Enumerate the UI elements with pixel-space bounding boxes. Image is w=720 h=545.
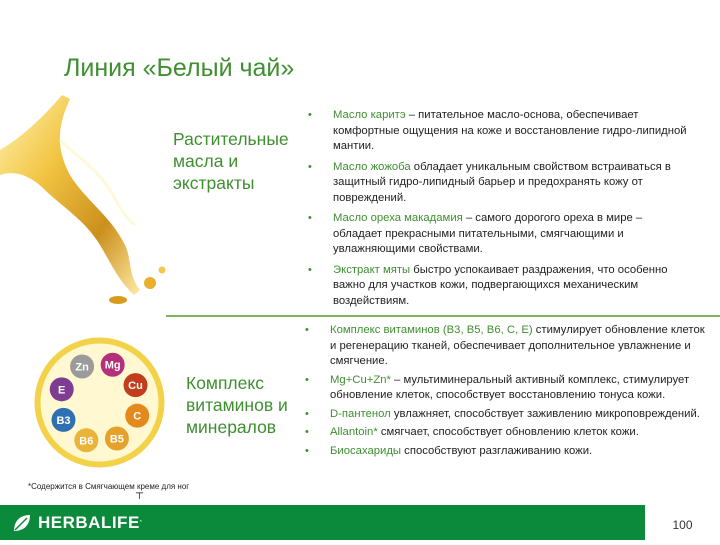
cursor-mark-icon: ┬: [136, 488, 144, 499]
svg-text:B5: B5: [109, 433, 124, 446]
list-item: • Allantoin* смягчает, способствует обновлению клеток кожи.: [305, 426, 639, 438]
section-divider: [166, 315, 720, 317]
brand-logo: HERBALIFE.: [12, 510, 143, 536]
svg-text:B6: B6: [79, 435, 94, 448]
footnote: *Содержится в Смягчающем креме для ног: [28, 482, 190, 491]
svg-text:B3: B3: [56, 414, 71, 427]
section-label-oils: Растительные масла и экстракты: [173, 129, 289, 193]
brand-name: HERBALIFE: [38, 513, 140, 532]
svg-text:E: E: [58, 384, 66, 397]
svg-text:C: C: [133, 410, 142, 423]
vitamin-mineral-ring-image: [32, 335, 167, 470]
svg-text:Mg: Mg: [104, 359, 121, 372]
mineral-badge-b5: [105, 427, 129, 451]
mineral-badge-e: [50, 377, 74, 401]
list-item: • Mg+Cu+Zn* – мультиминеральный активный комплекс, стимулирует обновление клеток, способствует восстановлению тонуса кожи.: [305, 373, 690, 401]
page-title: Линия «Белый чай»: [64, 54, 295, 82]
list-item: • Масло ореха макадамия – самого дорогого ореха в мире – обладает прекрасными питательными, смягчающими и увлажняющими свойствами.: [308, 212, 643, 255]
mineral-badge-cu: [124, 373, 148, 397]
list-item: • Масло каритэ – питательное масло-основа, обеспечивает комфортные ощущения на коже и восстановление гидро-липидной мантии.: [308, 109, 687, 152]
oils-bullet-list: [308, 108, 693, 314]
vitamins-bullet-list: [305, 323, 712, 462]
leaf-logo-icon: [12, 513, 32, 533]
mineral-badge-zn: [70, 354, 94, 378]
oil-splash-image: [0, 95, 175, 305]
list-item: • Комплекс витаминов (B3, B5, B6, C, E) стимулирует обновление клеток и регенерацию тканей, обеспечивает дополнительное увлажнение и смягчение.: [305, 324, 705, 367]
list-item: • Масло жожоба обладает уникальным свойством встраиваться в защитный гидро-липидный барьер и предохранять кожу от повреждений.: [308, 160, 671, 204]
mineral-badge-c: [125, 404, 149, 428]
mineral-badge-mg: [101, 353, 125, 377]
list-item: • D-пантенол увлажняет, способствует заживлению микроповреждений.: [305, 407, 700, 420]
page-number: 100: [645, 505, 720, 540]
section-label-vitamins: Комплекс витаминов и минералов: [186, 373, 288, 437]
mineral-badge-b6: [74, 428, 98, 452]
svg-text:Cu: Cu: [128, 380, 143, 393]
list-item: • Экстракт мяты быстро успокаивает раздражения, что особенно важно для участков кожи, подвергающихся механическим воздействиям.: [308, 263, 668, 307]
list-item: • Биосахариды способствуют разглаживанию кожи.: [305, 444, 593, 457]
mineral-badge-b3: [51, 408, 75, 432]
svg-text:Zn: Zn: [75, 361, 89, 374]
